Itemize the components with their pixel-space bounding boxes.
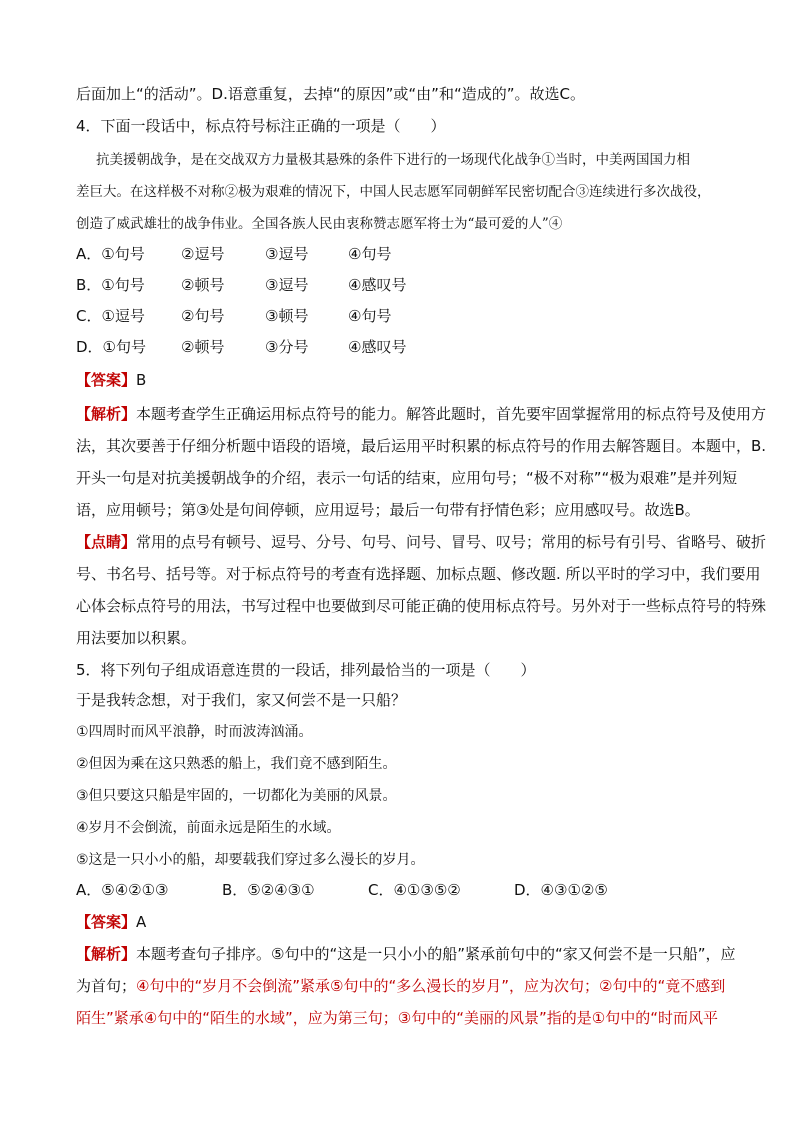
q4-tip-line-1 [76,532,766,552]
option-part: ②逗号 [181,245,225,263]
analysis-tag: 【解析】 [76,405,137,423]
q4-analysis-line-2: 法，其次要善于仔细分析题中语段的语境，最后运用平时积累的标点符号的作用去解答题目。本题中，B. [76,437,767,455]
passage-line-2: 差巨大。在这样极不对称②极为艰难的情况下，中国人民志愿军同朝鲜军民密切配合③连续进行多次战役， [76,184,711,200]
q5-sentence-4: ④岁月不会倒流，前面永远是陌生的水域。 [76,820,341,836]
option-part: ④感叹号 [348,338,407,356]
q4-answer [76,370,146,390]
continued-line: 后面加上“的活动”。D.语意重复，去掉“的原因”或“由”和“造成的”。故选C。 [76,85,585,103]
question-5-stem: 5．将下列句子组成语意连贯的一段话，排列最恰当的一项是（ ） [76,661,536,679]
analysis-highlight: 陌生”紧承④句中的“陌生的水域”，应为第三句； [76,1009,398,1027]
option-part: ②顿号 [181,338,225,356]
q4-tip-line-3: 心体会标点符号的用法，书写过程中也要做到尽可能正确的使用标点符号。另外对于一些标点符号的特殊 [76,597,767,615]
q5-option-d: D．④③①②⑤ [514,881,608,899]
q5-option-a: A．⑤④②①③ [76,881,169,899]
q4-analysis-line-3: 开头一句是对抗美援朝战争的介绍，表示一句话的结束，应用句号；“极不对称”“极为艰难”是并列短 [76,469,738,487]
q5-lead: 于是我转念想，对于我们，家又何尝不是一只船？ [76,691,407,709]
q5-sentence-2: ②但因为乘在这只熟悉的船上，我们竟不感到陌生。 [76,756,397,772]
option-part: ②句号 [181,307,225,325]
tip-tag: 【点睛】 [76,533,137,551]
option-part: ③逗号 [265,276,309,294]
analysis-highlight: ④句中的“岁月不会倒流”紧承⑤句中的“多么漫长的岁月”，应为次句；②句中的“竟不感到 [136,977,726,995]
analysis-tag: 【解析】 [76,945,137,963]
analysis-text: 本题考查学生正确运用标点符号的能力。解答此题时，首先要牢固掌握常用的标点符号及使用方 [136,405,767,423]
q4-analysis-line-4: 语，应用顿号；第③处是句间停顿，应用逗号；最后一句带有抒情色彩；应用感叹号。故选B。 [76,501,700,519]
q5-sentence-5: ⑤这是一只小小的船，却要载我们穿过多么漫长的岁月。 [76,852,425,868]
q5-analysis-line-2 [76,976,725,996]
option-label: C．①逗号 [76,307,145,325]
q5-sentence-3: ③但只要这只船是牢固的，一切都化为美丽的风景。 [76,788,397,804]
tip-text: 常用的点号有顿号、逗号、分号、句号、问号、冒号、叹号；常用的标号有引号、省略号、破折 [136,533,767,551]
q4-tip-line-2: 号、书名号、括号等。对于标点符号的考查有选择题、加标点题、修改题. 所以平时的学习中，我们要用 [76,565,761,583]
analysis-text: 本题考查句子排序。⑤句中的“这是一只小小的船”紧承前句中的“家又何尝不是一只船”，应 [136,945,736,963]
question-4-stem: 4．下面一段话中，标点符号标注正确的一项是（ ） [76,117,446,135]
q4-tip-line-4: 用法要加以积累。 [76,629,197,647]
q5-analysis-line-1 [76,944,736,964]
option-label: B．①句号 [76,276,145,294]
option-part: ④句号 [348,307,392,325]
option-label: A．①句号 [76,245,145,263]
q5-analysis-line-3 [76,1008,718,1028]
option-part: ③逗号 [265,245,309,263]
option-part: ③顿号 [265,307,309,325]
q4-analysis-line-1 [76,404,766,424]
q5-option-b: B．⑤②④③① [222,881,315,899]
answer-tag: 【答案】 [76,913,137,931]
q5-answer [76,912,146,932]
option-part: ④句号 [348,245,392,263]
answer-tag: 【答案】 [76,371,137,389]
analysis-highlight: ③句中的“美丽的风景”指的是①句中的“时而风平 [397,1009,718,1027]
analysis-text: 为首句； [76,977,137,995]
q5-option-c: C．④①③⑤② [368,881,461,899]
passage-line-3: 创造了威武雄壮的战争伟业。全国各族人民由衷称赞志愿军将士为“最可爱的人”④ [76,216,563,232]
passage-line-1: 抗美援朝战争，是在交战双方力量极其悬殊的条件下进行的一场现代化战争①当时，中美两国国力相 [96,152,690,168]
option-label: D．①句号 [76,338,146,356]
option-part: ②顿号 [181,276,225,294]
q5-sentence-1: ①四周时而风平浪静，时而波涛汹涌。 [76,724,313,740]
option-part: ④感叹号 [348,276,407,294]
option-part: ③分号 [265,338,309,356]
answer-value: B [136,371,147,389]
answer-value: A [136,913,147,931]
